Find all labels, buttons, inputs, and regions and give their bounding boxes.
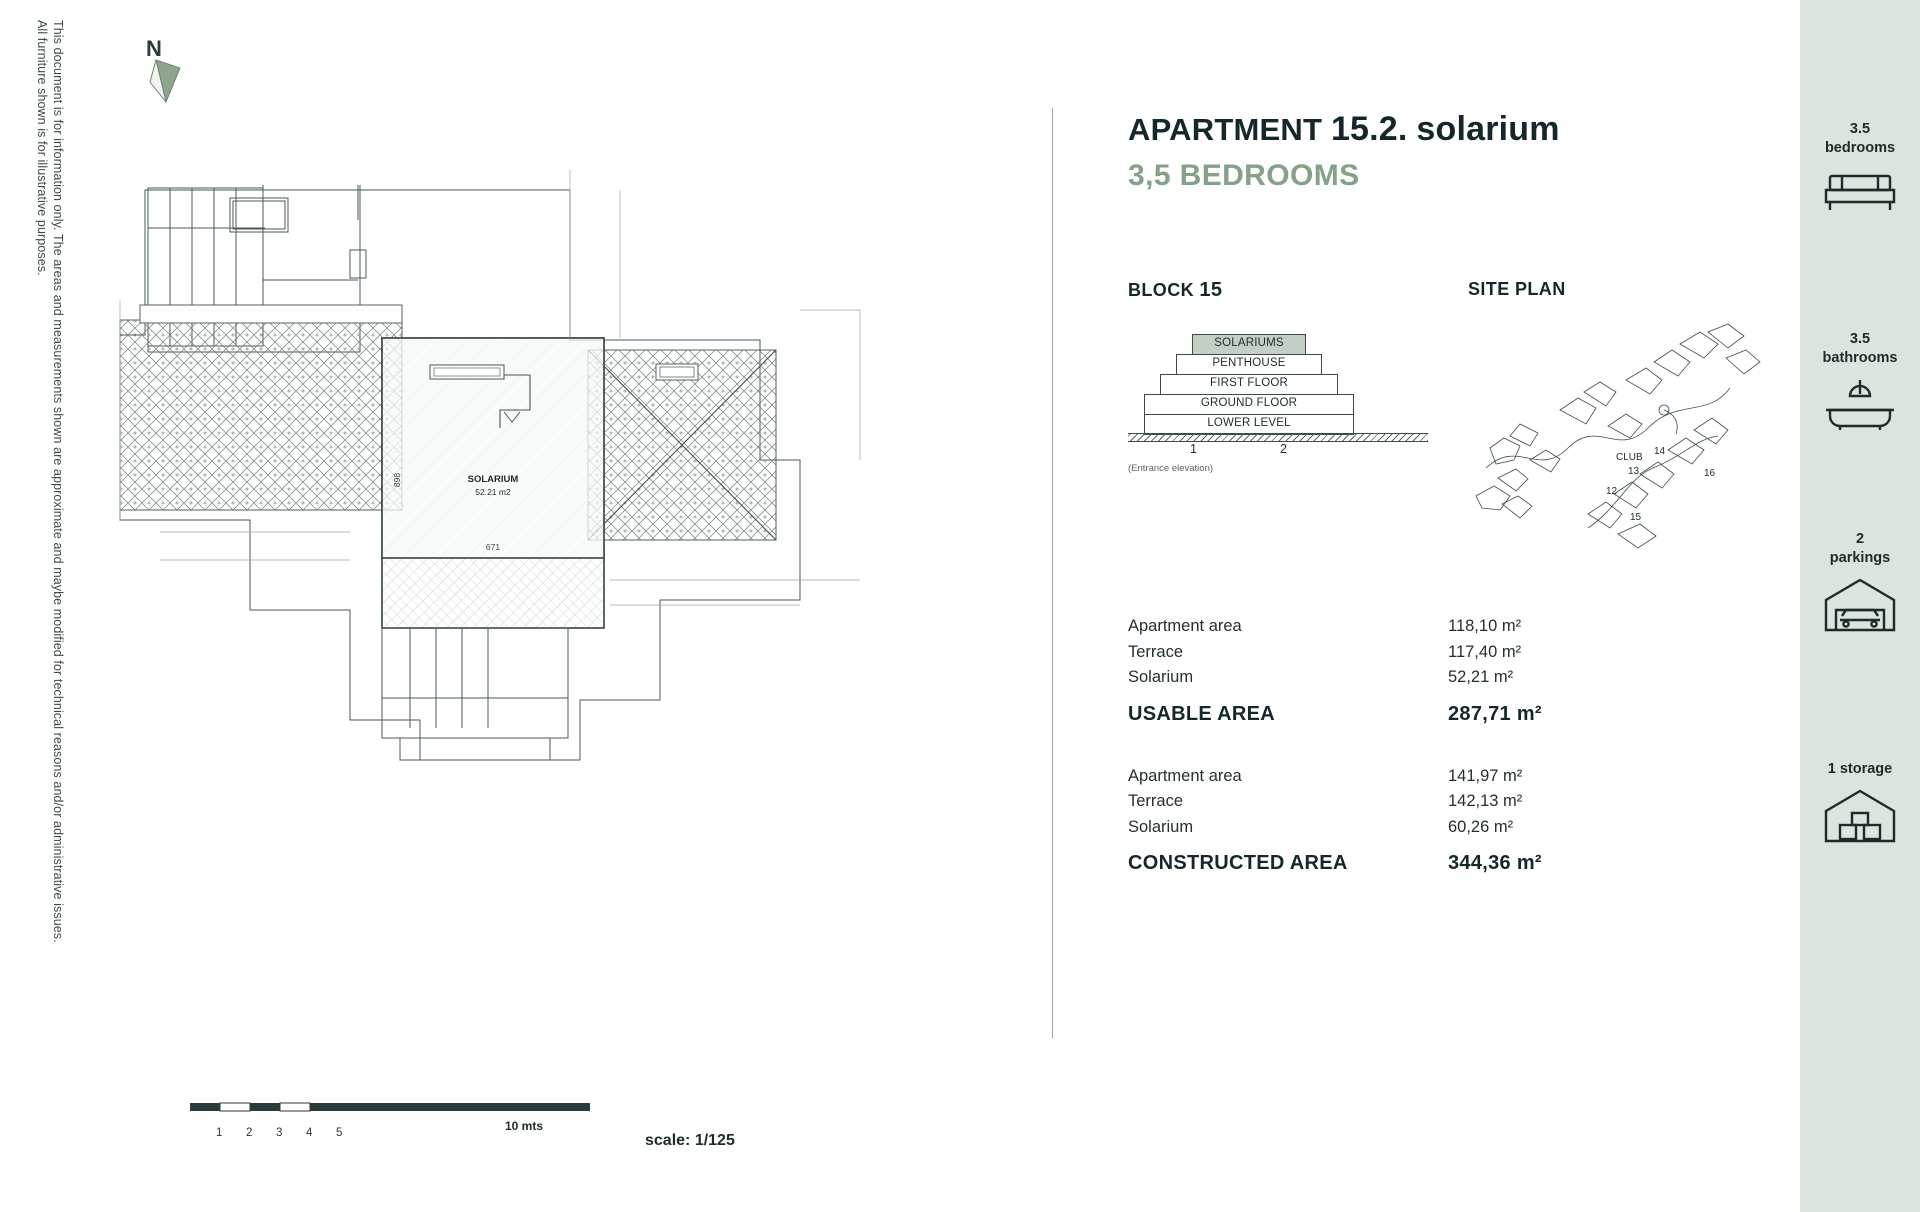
feature-storage-label: 1 storage bbox=[1827, 761, 1893, 777]
table-row bbox=[1128, 614, 1598, 640]
feature-parkings-label: 2 parkings bbox=[1829, 531, 1891, 566]
plan-dim-height: 898 bbox=[392, 472, 402, 488]
area-value: 60,26 m² bbox=[1448, 817, 1514, 836]
vertical-divider bbox=[1052, 108, 1053, 1038]
scale-bar bbox=[190, 1097, 610, 1157]
area-label: Terrace bbox=[1128, 792, 1184, 810]
elevation-band-penthouse: PENTHOUSE bbox=[1176, 354, 1322, 375]
scale-tick: 5 bbox=[336, 1127, 343, 1139]
title-unit: 15.2. bbox=[1330, 110, 1408, 148]
area-value: 118,10 m² bbox=[1448, 617, 1522, 635]
site-plan-column bbox=[1468, 279, 1768, 568]
elevation-level-number: 1 bbox=[1190, 442, 1197, 456]
info-panel bbox=[1128, 110, 1768, 875]
title-suffix: solarium bbox=[1416, 110, 1560, 148]
bedrooms-subtitle: 3,5 BEDROOMS bbox=[1128, 159, 1360, 192]
north-arrow bbox=[140, 30, 220, 110]
constructed-area-table bbox=[1128, 764, 1598, 876]
features-rail bbox=[1800, 0, 1920, 1212]
bathtub-shower-icon bbox=[1800, 376, 1920, 432]
constructed-area-total-label: CONSTRUCTED AREA bbox=[1128, 852, 1348, 874]
table-row bbox=[1128, 764, 1598, 790]
elevation-band-solariums: SOLARIUMS bbox=[1192, 334, 1306, 355]
site-marker-12: 12 bbox=[1606, 486, 1618, 497]
usable-area-table bbox=[1128, 614, 1598, 726]
usable-area-total-label: USABLE AREA bbox=[1128, 702, 1276, 725]
page-title bbox=[1128, 110, 1768, 149]
title-prefix: APARTMENT bbox=[1128, 112, 1323, 147]
elevation-band-lower-level: LOWER LEVEL bbox=[1144, 414, 1354, 435]
feature-storage bbox=[1800, 760, 1920, 845]
site-plan-sketch bbox=[1468, 318, 1768, 568]
area-value: 52,21 m² bbox=[1448, 668, 1514, 686]
ground-hatch bbox=[1128, 433, 1428, 442]
block-title-text: BLOCK bbox=[1128, 280, 1194, 300]
disclaimer-text: This document is for information only. The areas and measurements shown are approximate and maybe modified for technical reasons and/or administrative issues. All furniture shown is for illustrative purposes. bbox=[35, 20, 65, 943]
scale-tick: 2 bbox=[246, 1127, 253, 1139]
scale-tick: 4 bbox=[306, 1127, 313, 1139]
block-title bbox=[1128, 279, 1468, 302]
table-row bbox=[1128, 789, 1598, 815]
storage-house-icon bbox=[1800, 787, 1920, 845]
plan-dim-width: 671 bbox=[485, 542, 501, 552]
elevation-band-ground-floor: GROUND FLOOR bbox=[1144, 394, 1354, 415]
area-label: Solarium bbox=[1128, 668, 1194, 686]
area-label: Apartment area bbox=[1128, 617, 1242, 635]
constructed-area-total bbox=[1128, 852, 1598, 875]
site-marker-15: 15 bbox=[1630, 512, 1642, 523]
feature-bedrooms bbox=[1800, 120, 1920, 216]
scale-end-label: 10 mts bbox=[505, 1119, 544, 1133]
feature-bathrooms-label: 3.5 bathrooms bbox=[1822, 331, 1898, 366]
scale-tick: 1 bbox=[216, 1127, 223, 1139]
table-row bbox=[1128, 665, 1598, 691]
usable-area-total bbox=[1128, 703, 1598, 726]
floor-plan-drawing bbox=[100, 160, 1060, 920]
block-number: 15 bbox=[1199, 279, 1223, 301]
block-elevation-diagram bbox=[1128, 334, 1428, 459]
area-label: Apartment area bbox=[1128, 766, 1242, 785]
scale-text: scale: 1/125 bbox=[645, 1132, 735, 1149]
block-column bbox=[1128, 279, 1468, 568]
table-row bbox=[1128, 640, 1598, 666]
block-and-site-row bbox=[1128, 279, 1768, 568]
table-row bbox=[1128, 815, 1598, 841]
feature-bathrooms bbox=[1800, 330, 1920, 432]
area-value: 117,40 m² bbox=[1448, 642, 1522, 661]
elevation-band-first-floor: FIRST FLOOR bbox=[1160, 374, 1338, 395]
usable-area-total-value: 287,71 m² bbox=[1448, 702, 1542, 725]
garage-car-icon bbox=[1800, 576, 1920, 634]
constructed-area-total-value: 344,36 m² bbox=[1448, 852, 1542, 874]
elevation-level-number: 2 bbox=[1280, 442, 1287, 456]
site-marker-13: 13 bbox=[1628, 466, 1640, 477]
feature-parkings bbox=[1800, 530, 1920, 634]
area-label: Terrace bbox=[1128, 642, 1184, 661]
plan-room-label: SOLARIUM bbox=[467, 474, 519, 485]
elevation-note: (Entrance elevation) bbox=[1128, 463, 1214, 474]
site-plan-title: SITE PLAN bbox=[1468, 279, 1566, 299]
bed-icon bbox=[1800, 166, 1920, 216]
area-value: 141,97 m² bbox=[1448, 766, 1523, 785]
north-label: N bbox=[146, 36, 162, 61]
site-marker-16: 16 bbox=[1704, 468, 1716, 479]
feature-bedrooms-label: 3.5 bedrooms bbox=[1824, 121, 1896, 156]
site-marker-club: CLUB bbox=[1616, 452, 1643, 463]
site-marker-14: 14 bbox=[1654, 446, 1666, 457]
scale-tick: 3 bbox=[276, 1127, 283, 1139]
plan-room-area: 52.21 m2 bbox=[475, 487, 511, 497]
area-value: 142,13 m² bbox=[1448, 792, 1523, 810]
area-label: Solarium bbox=[1128, 817, 1194, 836]
